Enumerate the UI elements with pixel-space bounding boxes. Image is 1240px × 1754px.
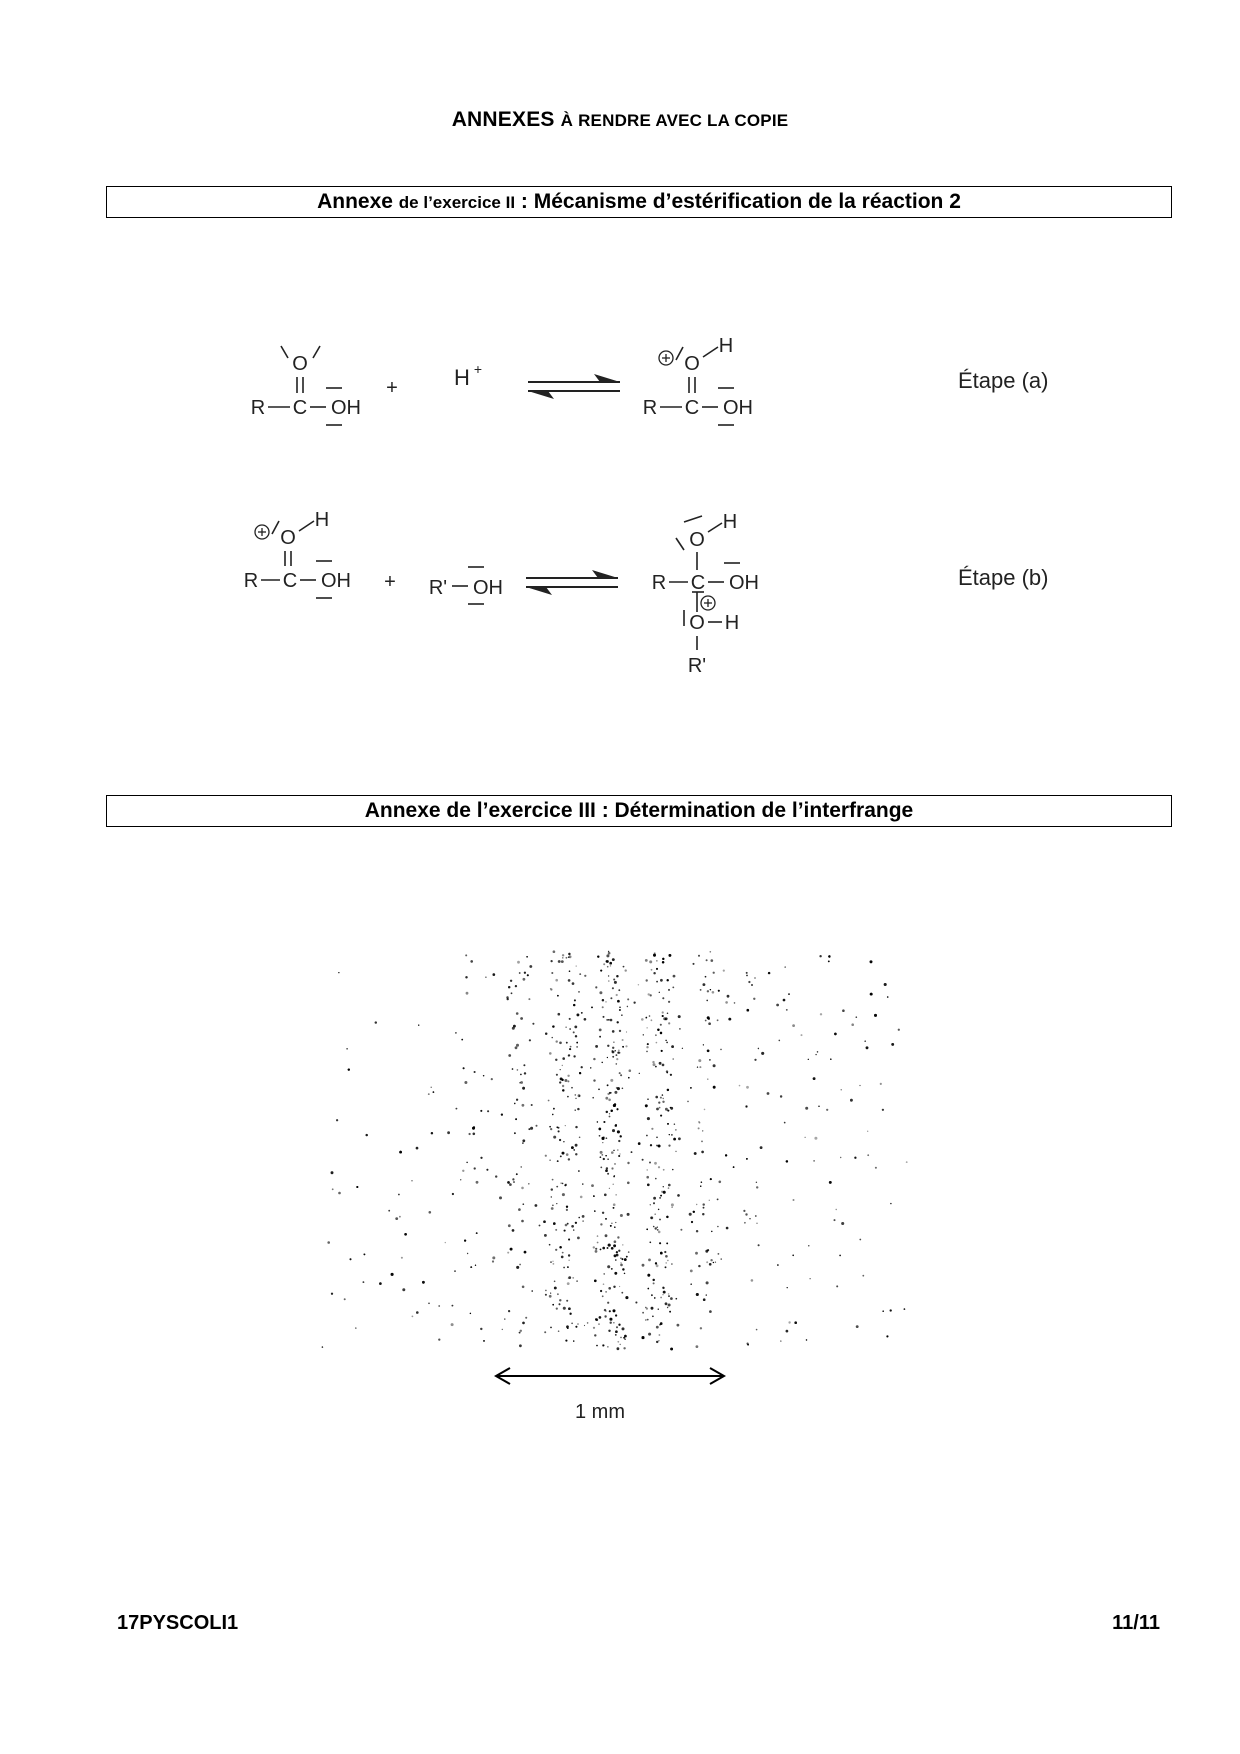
annexe-3-header: Annexe de l’exercice III : Détermination de l’interfrange: [106, 795, 1172, 827]
inter-c: C: [690, 572, 706, 594]
acid-a-r: R: [250, 397, 266, 419]
acid-a-c: C: [292, 397, 308, 419]
annexe-2-prefix: Annexe: [317, 190, 393, 213]
inter-top-o: O: [689, 529, 705, 551]
inter-bottom-h: H: [724, 612, 740, 634]
inter-r-prime: R': [687, 655, 707, 677]
inter-top-h: H: [722, 511, 738, 533]
title-main: ANNEXES: [451, 108, 555, 131]
prot-a-o: O: [684, 353, 700, 375]
prot-b-r: R: [243, 570, 259, 592]
inter-bottom-o: O: [689, 612, 705, 634]
prot-b-oh: OH: [321, 570, 351, 592]
prot-a-c: C: [684, 397, 700, 419]
scale-label: 1 mm: [575, 1401, 625, 1423]
annexe-2-subject: : Mécanisme d’estérification de la réaction 2: [520, 190, 961, 213]
plus-a: +: [386, 377, 398, 399]
prot-b-o: O: [280, 527, 296, 549]
alcohol-oh: OH: [473, 577, 503, 599]
prot-b-h: H: [314, 509, 330, 531]
plus-b: +: [384, 571, 396, 593]
step-b-label: Étape (b): [958, 565, 1049, 590]
inter-oh: OH: [729, 572, 759, 594]
prot-a-r: R: [642, 397, 658, 419]
acid-a-o: O: [292, 353, 308, 375]
acid-a-oh: OH: [331, 397, 361, 419]
step-a-label: Étape (a): [958, 368, 1049, 393]
alcohol-r: R': [428, 577, 448, 599]
prot-a-oh: OH: [723, 397, 753, 419]
annexe-2-exercise: de l’exercice II: [398, 193, 516, 212]
footer-code: 17PYSCOLI1: [117, 1612, 239, 1634]
prot-a-h: H: [718, 335, 734, 357]
scale-arrow: [496, 1368, 724, 1384]
page-number: 11/11: [1112, 1612, 1160, 1634]
proton-charge: +: [473, 361, 483, 377]
fringe-pattern: [322, 950, 908, 1350]
prot-b-c: C: [282, 570, 298, 592]
inter-r: R: [651, 572, 667, 594]
title-rest: À RENDRE AVEC LA COPIE: [560, 111, 789, 130]
proton-h: H: [454, 365, 470, 390]
